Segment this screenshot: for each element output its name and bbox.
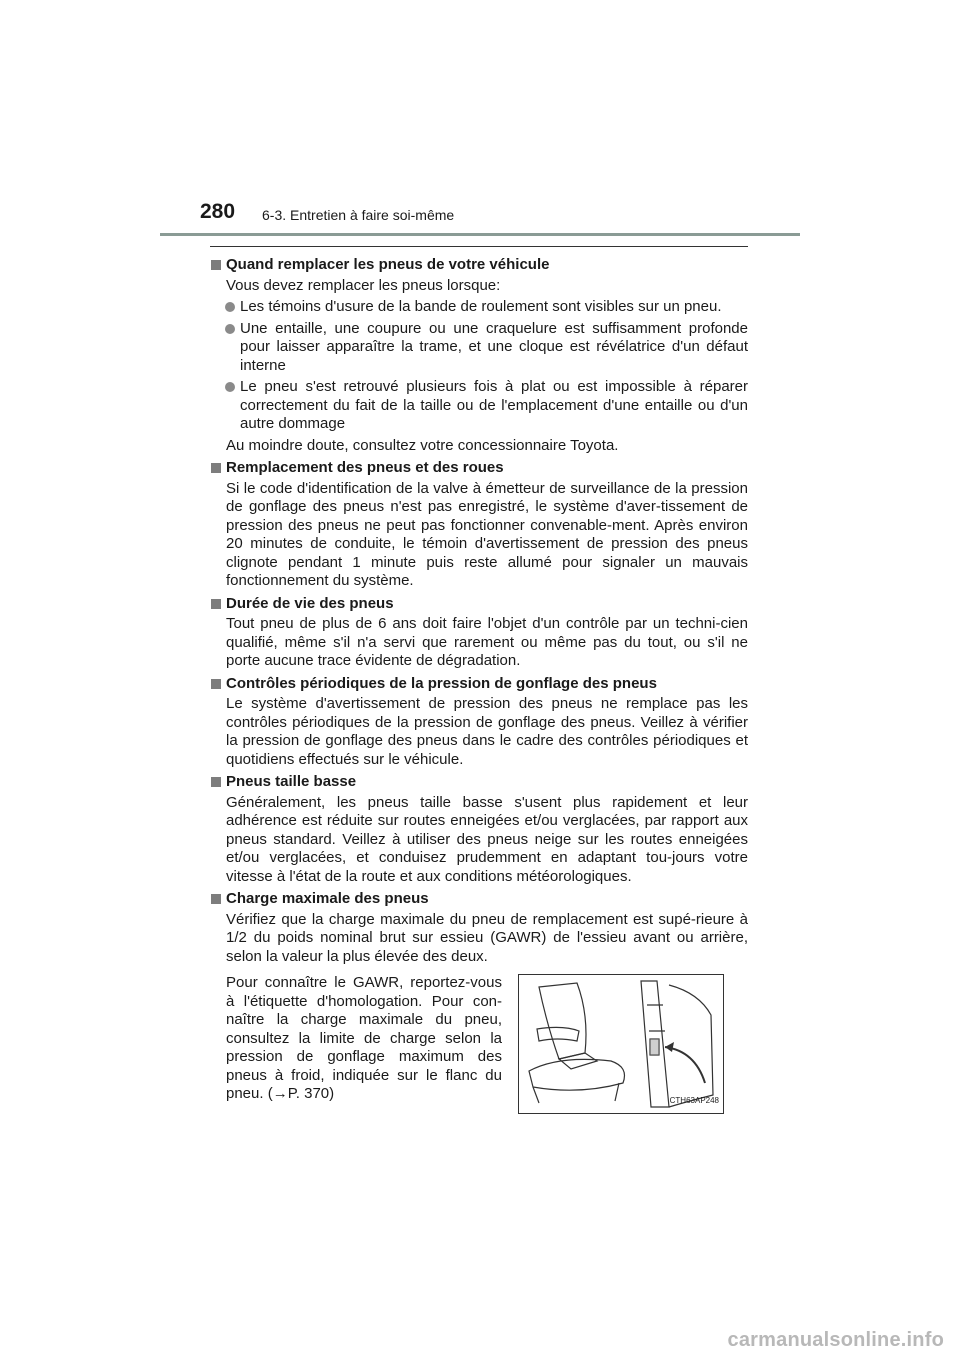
page-content [210,256,748,1118]
section-lifespan [210,595,748,671]
square-bullet-icon [211,599,221,609]
section-periodic-checks [210,675,748,770]
gawr-block [210,974,748,1114]
content-rule [210,246,748,247]
section-heading: Charge maximale des pneus [210,890,748,909]
square-bullet-icon [211,463,221,473]
square-bullet-icon [211,679,221,689]
page-number: 280 [200,200,236,223]
section-body: Généralement, les pneus taille basse s'usent plus rapidement et leur adhérence est réduite sur routes enneigées et/ou verglacées, par rapport aux pneus standard. Veillez à utiliser des pneus neige sur les routes enneigées et/ou verglacées, et conduisez prudemment en adaptant tou-jours votre vitesse à l'état de la route et aux conditions météorologiques. [226,793,748,885]
section-replacement [210,459,748,591]
section-outro: Au moindre doute, consultez votre concessionnaire Toyota. [226,436,619,454]
section-low-profile [210,773,748,886]
section-body: Vérifiez que la charge maximale du pneu de remplacement est supé-rieure à 1/2 du poids nominal brut sur essieu (GAWR) de l'essieu avant ou arrière, selon la valeur la plus élevée des deux. [226,910,748,965]
door-pillar-label-illustration [518,974,724,1114]
section-max-load [210,890,748,1114]
list-item: Une entaille, une coupure ou une craquelure est suffisamment profonde pour laisser apparaître la trame, et une cloque est révélatrice d'un défaut interne [210,320,748,376]
section-heading: Pneus taille basse [210,773,748,792]
gawr-text: Pour connaître le GAWR, reportez-vous à l'étiquette d'homologation. Pour con-naître la charge maximale du pneu, consultez la limite de charge selon la pression de gonflage maximum des pneus à froid, indiquée sur le flanc du pneu. (→P. 370) [226,974,502,1102]
circle-bullet-icon [225,324,235,334]
section-heading: Durée de vie des pneus [210,595,748,614]
section-body: Si le code d'identification de la valve à émetteur de surveillance de la pression de gonflage des pneus n'est pas enregistré, le système d'aver-tissement de pression des pneus ne peut pas fonctionner convenable-ment. Après environ 20 minutes de conduite, le témoin d'avertissement de pression des pneus clignote pendant 1 minute puis reste allumé pour signaler un mauvais fonctionnement du système. [226,479,748,589]
circle-bullet-icon [225,382,235,392]
section-heading: Contrôles périodiques de la pression de gonflage des pneus [210,675,748,694]
section-when-replace [210,256,748,455]
section-heading: Remplacement des pneus et des roues [210,459,748,478]
section-title: 6-3. Entretien à faire soi-même [262,207,455,223]
figure-label: CTH63AP248 [669,1095,719,1105]
watermark: carmanualsonline.info [727,1329,944,1351]
section-body: Tout pneu de plus de 6 ans doit faire l'objet d'un contrôle par un techni-cien qualifié, même s'il n'a servi que rarement ou même pas du tout, ou s'il ne porte aucune trace évidente de dégradation. [226,615,748,669]
square-bullet-icon [211,260,221,270]
section-body: Le système d'avertissement de pression des pneus ne remplace pas les contrôles périodiques de la pression de gonflage des pneus. Veillez à vérifier la pression de gonflage des pneus dans le cadre des contrôles périodiques et quotidiens effectués sur le véhicule. [226,695,748,768]
section-intro: Vous devez remplacer les pneus lorsque: [226,276,501,294]
circle-bullet-icon [225,302,235,312]
section-heading: Quand remplacer les pneus de votre véhicule [210,256,748,275]
square-bullet-icon [211,894,221,904]
header-rule [160,233,800,236]
list-item: Les témoins d'usure de la bande de roulement sont visibles sur un pneu. [210,298,748,317]
square-bullet-icon [211,777,221,787]
list-item: Le pneu s'est retrouvé plusieurs fois à plat ou est impossible à réparer correctement du fait de la taille ou de l'emplacement d'une entaille ou d'un autre dommage [210,378,748,434]
